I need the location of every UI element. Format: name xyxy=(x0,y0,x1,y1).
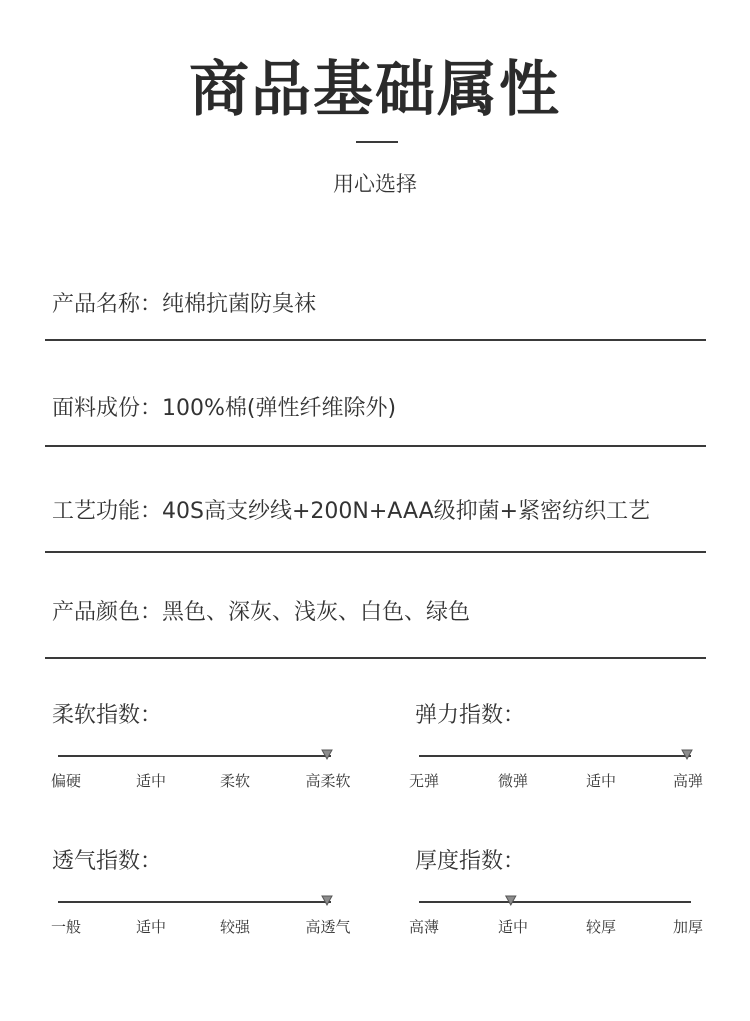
scale-label: 高弹 xyxy=(672,772,704,790)
softness-index xyxy=(52,701,352,811)
index-title: 柔软指数： xyxy=(52,703,163,728)
scale-label: 适中 xyxy=(497,918,529,936)
attribute-label: 产品颜色： xyxy=(52,600,163,625)
index-scale xyxy=(415,701,715,811)
scale-label: 一般 xyxy=(50,918,82,936)
index-scale xyxy=(52,847,352,957)
attribute-text xyxy=(52,394,396,424)
attribute-label: 工艺功能： xyxy=(52,499,163,524)
scale-label: 较厚 xyxy=(585,918,617,936)
index-scale xyxy=(52,701,352,811)
scale-label: 较强 xyxy=(219,918,251,936)
thickness-index xyxy=(408,847,715,957)
attribute-label: 产品名称： xyxy=(52,292,163,317)
attribute-value: 纯棉抗菌防臭袜 xyxy=(162,292,317,317)
attribute-text xyxy=(52,497,650,527)
title-divider xyxy=(356,141,398,143)
row-divider xyxy=(45,657,706,659)
page-title: 商品基础属性 xyxy=(189,55,561,125)
elasticity-index xyxy=(408,701,715,811)
scale-marker xyxy=(682,750,692,759)
scale-label: 高柔软 xyxy=(305,772,351,790)
breathability-index xyxy=(52,847,352,957)
attribute-row-colors xyxy=(45,553,706,659)
attribute-text xyxy=(52,598,470,628)
scale-marker xyxy=(322,750,332,759)
scale-label: 无弹 xyxy=(408,772,440,790)
scale-label: 适中 xyxy=(585,772,617,790)
attribute-text xyxy=(52,290,316,320)
scale-marker xyxy=(506,896,516,905)
page-subtitle: 用心选择 xyxy=(333,172,417,196)
index-title: 透气指数： xyxy=(52,849,163,874)
scale-label: 适中 xyxy=(135,772,167,790)
attribute-value: 100%棉(弹性纤维除外) xyxy=(162,396,397,421)
attribute-row-craft xyxy=(45,447,706,553)
attribute-value: 黑色、深灰、浅灰、白色、绿色 xyxy=(162,600,471,625)
index-scale xyxy=(415,847,715,957)
index-title: 厚度指数： xyxy=(415,849,526,874)
scale-label: 微弹 xyxy=(497,772,529,790)
scale-label: 偏硬 xyxy=(50,772,82,790)
attribute-label: 面料成份： xyxy=(52,396,163,421)
scale-label: 柔软 xyxy=(219,772,251,790)
attribute-value: 40S高支纱线+200N+AAA级抑菌+紧密纺织工艺 xyxy=(162,499,651,524)
scale-label: 高薄 xyxy=(408,918,440,936)
attribute-row-name xyxy=(45,235,706,341)
scale-label: 加厚 xyxy=(672,918,704,936)
scale-label: 高透气 xyxy=(305,918,351,936)
index-title: 弹力指数： xyxy=(415,703,526,728)
scale-marker xyxy=(322,896,332,905)
scale-label: 适中 xyxy=(135,918,167,936)
attribute-row-fabric xyxy=(45,341,706,447)
